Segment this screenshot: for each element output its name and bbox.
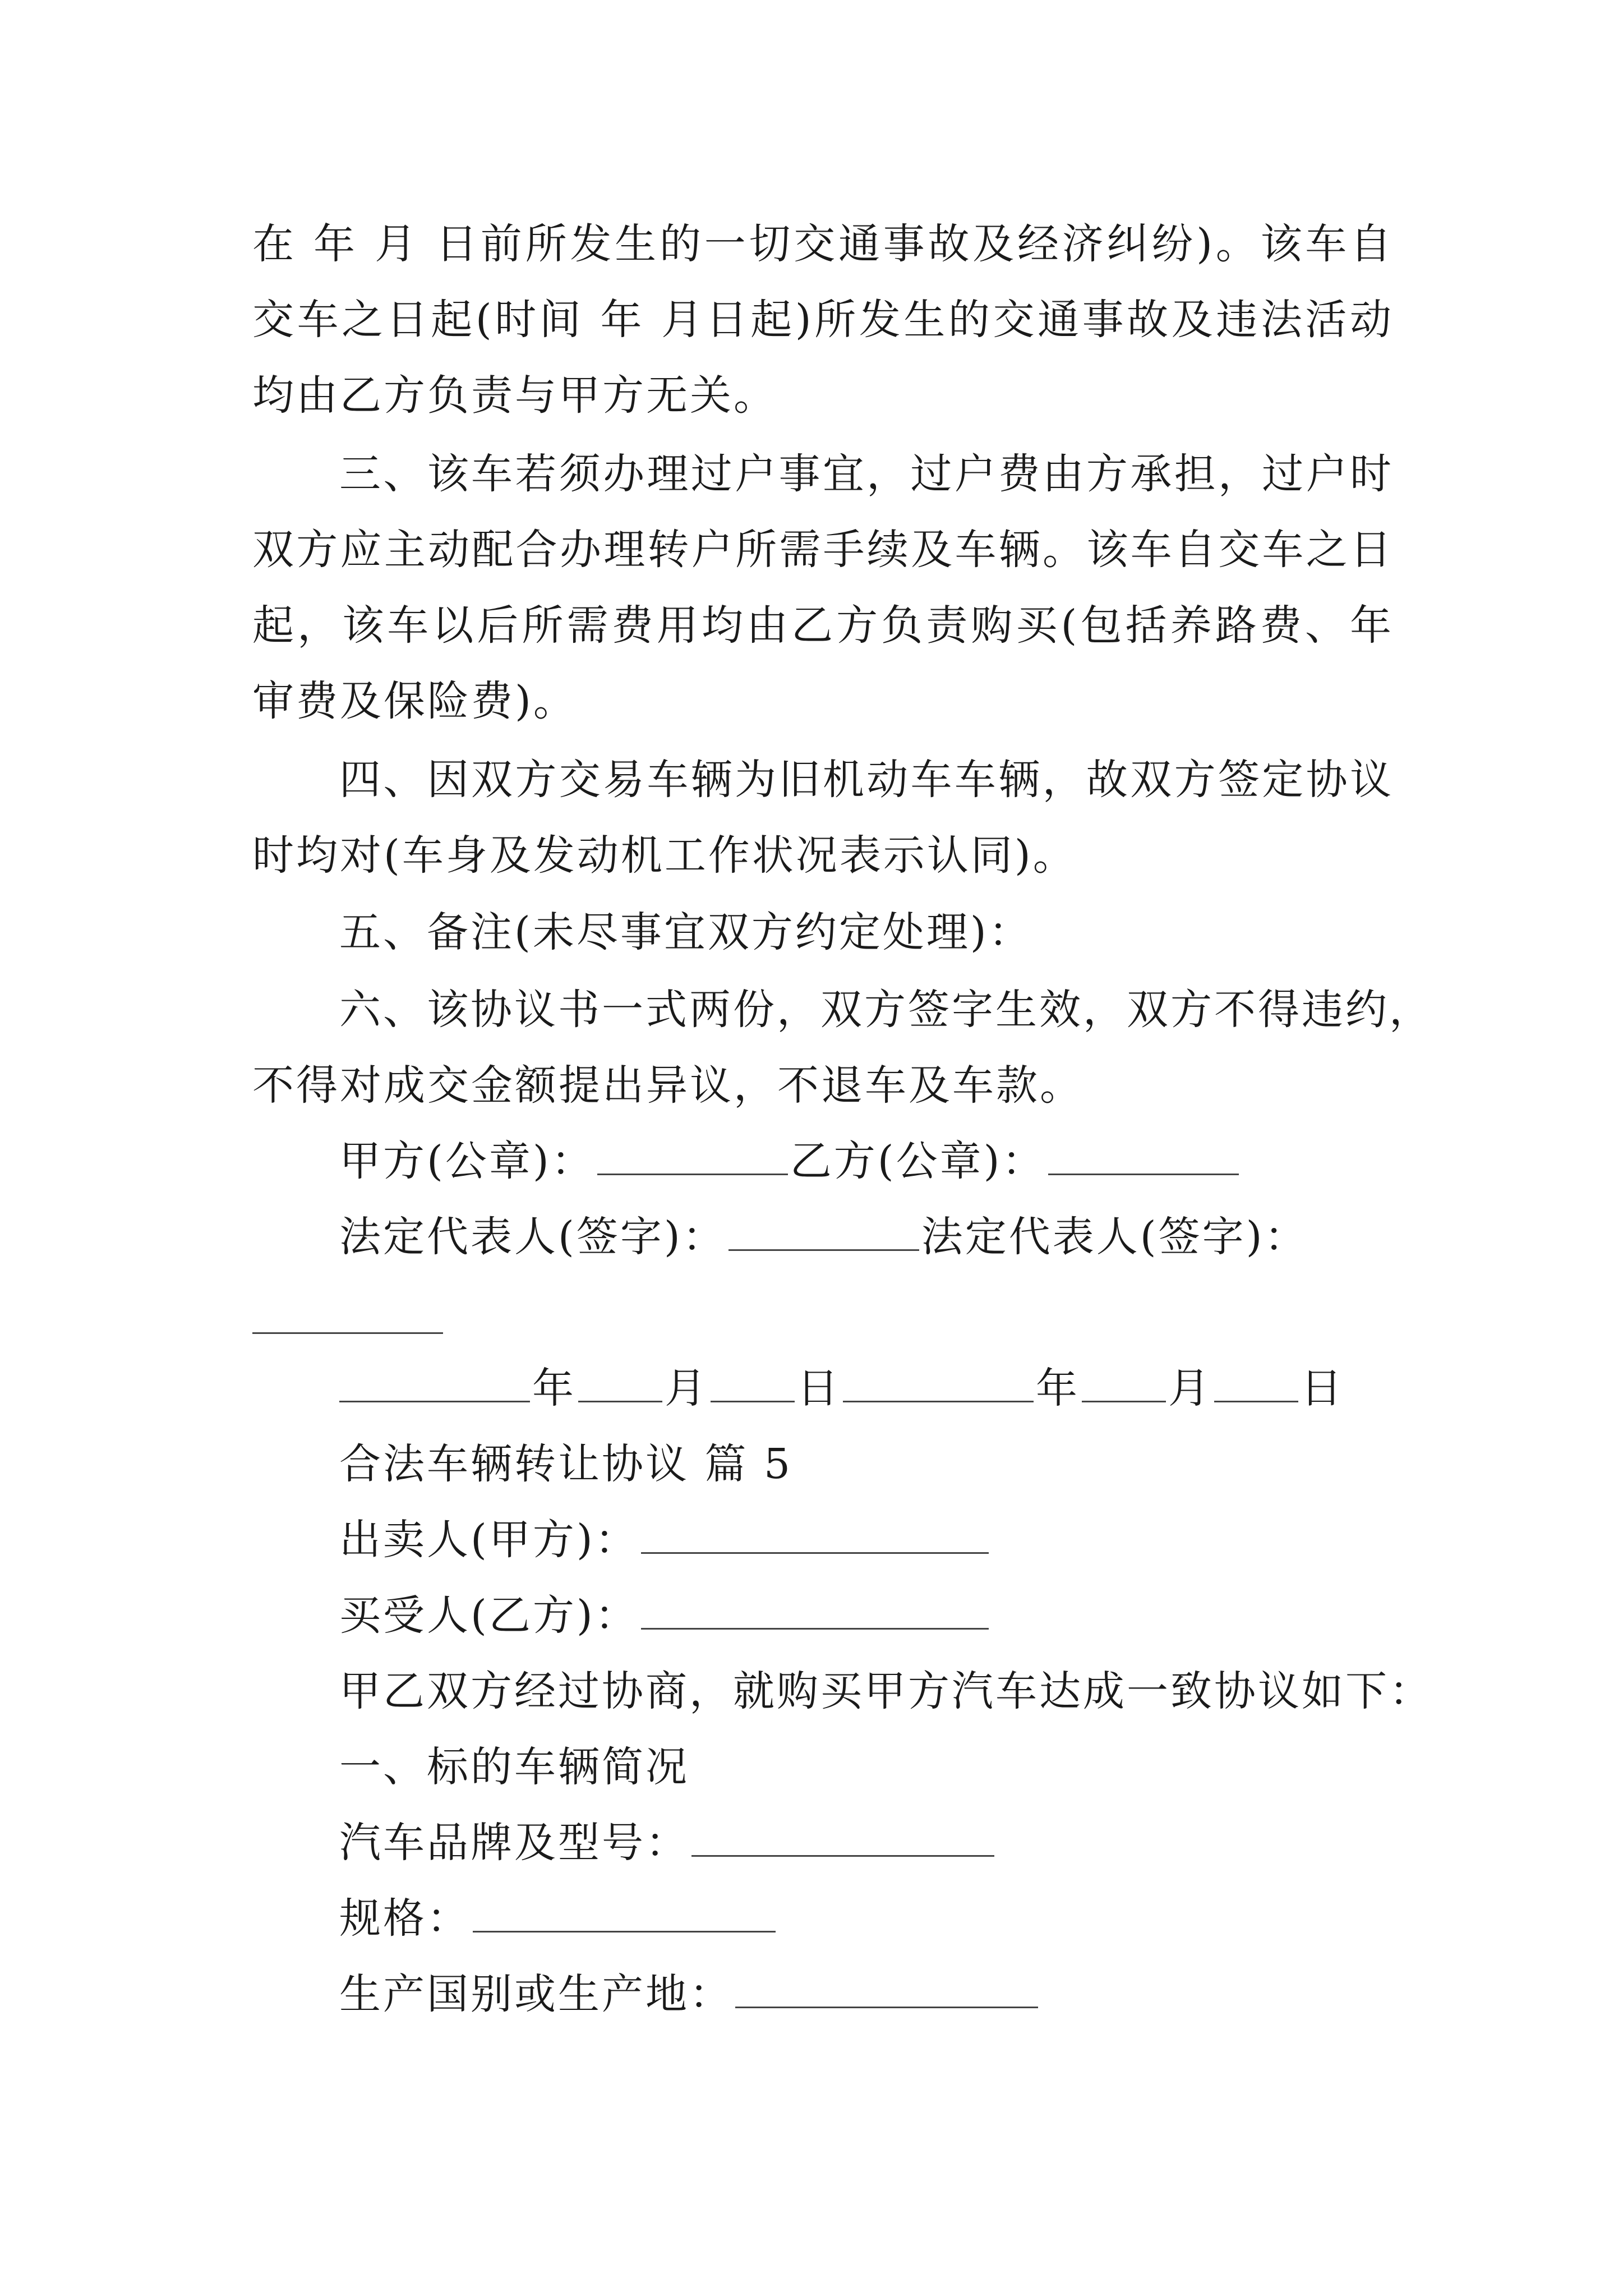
- spec-blank[interactable]: [473, 1896, 776, 1932]
- item1-heading: 一、标的车辆简况: [339, 1743, 689, 1791]
- buyer-blank[interactable]: [641, 1593, 989, 1630]
- spec-line: [339, 1890, 778, 1947]
- paragraph-line: 交车之日起(时间 年 月日起)所发生的交通事故及违法活动: [252, 296, 1394, 344]
- buyer-line: [339, 1588, 991, 1644]
- seal-line: [339, 1133, 1241, 1189]
- buyer-label: 买受人(乙方)：: [339, 1591, 639, 1640]
- paragraph-line: 审费及保险费)。: [252, 677, 577, 725]
- section-title: 合法车辆转让协议 篇 5: [339, 1440, 793, 1488]
- paragraph-line: 在 年 月 日前所发生的一切交通事故及经济纠纷)。该车自: [252, 220, 1394, 268]
- paragraph-line: 六、该协议书一式两份，双方签字生效，双方不得违约，: [339, 986, 1433, 1034]
- month-blank-a[interactable]: [578, 1366, 662, 1402]
- party-b-seal-blank[interactable]: [1048, 1139, 1239, 1175]
- month-blank-b[interactable]: [1082, 1366, 1166, 1402]
- legal-rep-a-label: 法定代表人(签字)：: [339, 1213, 726, 1261]
- year-label-b: 年: [1036, 1364, 1080, 1412]
- year-label-a: 年: [532, 1364, 576, 1412]
- year-blank-a[interactable]: [339, 1366, 530, 1402]
- legal-rep-line: [339, 1209, 1308, 1265]
- origin-label: 生产国别或生产地：: [339, 1970, 733, 2018]
- brand-model-blank[interactable]: [691, 1820, 994, 1857]
- paragraph-line: 起，该车以后所需费用均由乙方负责购买(包括养路费、年: [252, 601, 1394, 650]
- legal-rep-b-blank[interactable]: [252, 1332, 443, 1334]
- legal-rep-b-label: 法定代表人(签字)：: [921, 1213, 1308, 1261]
- paragraph-line: 五、备注(未尽事宜双方约定处理)：: [339, 908, 1032, 956]
- year-blank-b[interactable]: [843, 1366, 1034, 1402]
- paragraph-line: 不得对成交金额提出异议，不退车及车款。: [252, 1061, 1083, 1110]
- party-a-seal-label: 甲方(公章)：: [339, 1137, 595, 1185]
- day-label-b: 日: [1301, 1364, 1344, 1412]
- paragraph-line: 双方应主动配合办理转户所需手续及车辆。该车自交车之日: [252, 526, 1394, 574]
- party-b-seal-label: 乙方(公章)：: [790, 1137, 1046, 1185]
- month-label-b: 月: [1168, 1364, 1212, 1412]
- origin-blank[interactable]: [735, 1972, 1038, 2008]
- day-blank-a[interactable]: [711, 1366, 795, 1402]
- day-label-a: 日: [797, 1364, 841, 1412]
- day-blank-b[interactable]: [1214, 1366, 1298, 1402]
- paragraph-line: 时均对(车身及发动机工作状况表示认同)。: [252, 831, 1077, 880]
- intro-line: 甲乙双方经过协商，就购买甲方汽车达成一致协议如下：: [339, 1667, 1433, 1715]
- date-line: [339, 1360, 1344, 1416]
- origin-line: [339, 1966, 1040, 2022]
- paragraph-line: 三、该车若须办理过户事宜，过户费由方承担，过户时: [339, 450, 1394, 498]
- paragraph-line: 均由乙方负责与甲方无关。: [252, 371, 777, 420]
- month-label-a: 月: [665, 1364, 708, 1412]
- brand-model-label: 汽车品牌及型号：: [339, 1819, 689, 1867]
- seller-line: [339, 1512, 991, 1568]
- legal-rep-a-blank[interactable]: [728, 1214, 919, 1251]
- seller-label: 出卖人(甲方)：: [339, 1516, 639, 1564]
- paragraph-line: 四、因双方交易车辆为旧机动车车辆，故双方签定协议: [339, 756, 1394, 804]
- party-a-seal-blank[interactable]: [597, 1139, 788, 1175]
- seller-blank[interactable]: [641, 1517, 989, 1554]
- brand-model-line: [339, 1815, 997, 1871]
- spec-label: 规格：: [339, 1894, 471, 1943]
